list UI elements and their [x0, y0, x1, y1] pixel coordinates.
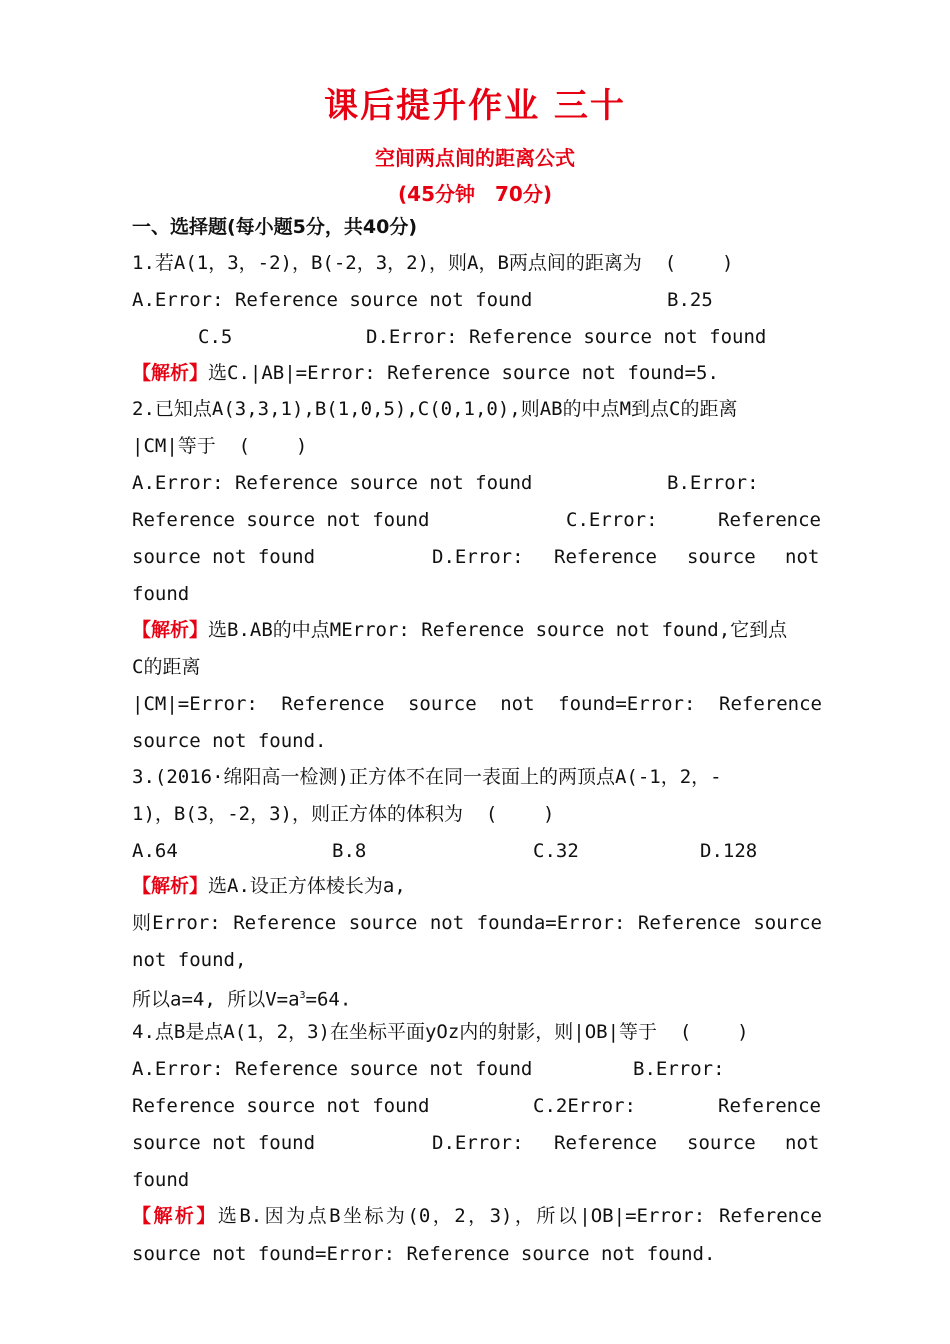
q2-option-b-part-1: B.Error: [667, 472, 759, 494]
q3-solution-line-4 [132, 981, 822, 1011]
q3-solution-line-1 [132, 871, 822, 901]
q3-solution-text-4a: 所以a=4, 所以V=a [132, 988, 300, 1011]
q2-option-a: A.Error: Reference source not found [132, 472, 533, 494]
q3-option-a: A.64 [132, 840, 178, 862]
q2-option-c-part-1: C.Error: [566, 509, 658, 531]
q1-stem: 1.若A(1，3，-2)，B(-2，3，2)，则A，B两点间的距离为 ( ) [132, 252, 734, 274]
q4-option-c-part-2: Reference [718, 1095, 821, 1117]
q4-solution-tag: 【解析】 [132, 1205, 218, 1227]
q1-option-a: A.Error: Reference source not found [132, 289, 533, 311]
q4-solution-line-1 [132, 1201, 822, 1231]
q2-option-c-part-2: Reference [718, 509, 821, 531]
q2-solution-tag: 【解析】 [132, 619, 209, 641]
q3-solution-text-4b: =64. [305, 988, 352, 1011]
q3-solution-exponent: 3 [299, 990, 306, 1001]
q2-option-b-part-2: Reference source not found [132, 509, 430, 531]
q3-solution-tag: 【解析】 [132, 875, 209, 897]
q2-stem-line-1: 2.已知点A(3,3,1),B(1,0,5),C(0,1,0),则AB的中点M到点C的距离 [132, 398, 738, 420]
q1-option-d: D.Error: Reference source not found [366, 326, 767, 348]
q3-solution-line-2: 则Error: Reference source not founda=Error: Reference source [132, 912, 822, 934]
q4-option-b-part-1: B.Error: [633, 1058, 725, 1080]
q1-option-b: B.25 [667, 289, 713, 311]
q2-solution-line-2: C的距离 [132, 656, 201, 678]
q4-option-d-part-2: Reference [554, 1132, 657, 1154]
q2-option-d-part-5: found [132, 583, 190, 605]
q2-solution-line-4: source not found. [132, 730, 327, 752]
q2-option-d-part-2: Reference [554, 546, 657, 568]
page-title: 课后提升作业 三十 [324, 86, 626, 126]
q2-option-d-part-1: D.Error: [432, 546, 524, 568]
q3-option-c: C.32 [533, 840, 579, 862]
q4-option-d-part-4: not [785, 1132, 820, 1154]
q2-option-d-part-3: source [687, 546, 756, 568]
q4-option-c-part-3: source not found [132, 1132, 316, 1154]
q4-solution-line-2: source not found=Error: Reference source not found. [132, 1243, 716, 1265]
q4-option-d-part-5: found [132, 1169, 190, 1191]
q4-stem: 4.点B是点A(1，2，3)在坐标平面yOz内的射影，则|OB|等于 ( ) [132, 1021, 749, 1043]
q3-solution-line-3: not found, [132, 949, 247, 971]
q3-stem-line-2: 1)，B(3，-2，3)，则正方体的体积为 ( ) [132, 803, 555, 825]
page-subtitle: 空间两点间的距离公式 [375, 146, 575, 170]
q1-solution-tag: 【解析】 [132, 362, 209, 384]
q2-option-d-part-4: not [785, 546, 820, 568]
q3-solution-text-1: 选A.设正方体棱长为a, [208, 875, 406, 897]
q4-solution-text-1: 选B.因为点B坐标为(0，2，3)，所以|OB|=Error: Reference [217, 1205, 822, 1227]
q3-option-b: B.8 [332, 840, 367, 862]
q2-option-c-part-3: source not found [132, 546, 316, 568]
q2-stem-line-2: |CM|等于 ( ) [132, 435, 308, 457]
section-heading: 一、选择题(每小题5分，共40分) [132, 216, 418, 238]
time-score-note: (45分钟 70分) [398, 182, 552, 206]
q2-solution-text-1: 选B.AB的中点MError: Reference source not found,它到点 [208, 619, 788, 641]
q4-option-d-part-3: source [687, 1132, 756, 1154]
q3-stem-line-1: 3.(2016·绵阳高一检测)正方体不在同一表面上的两顶点A(-1，2，- [132, 766, 722, 788]
q1-option-c: C.5 [198, 326, 233, 348]
q4-option-b-part-2: Reference source not found [132, 1095, 430, 1117]
q4-option-c-part-1: C.2Error: [533, 1095, 636, 1117]
q2-solution-line-1 [132, 615, 822, 645]
q1-solution [132, 358, 822, 388]
q2-solution-line-3: |CM|=Error: Reference source not found=Error: Reference [132, 693, 822, 715]
q4-option-d-part-1: D.Error: [432, 1132, 524, 1154]
q3-option-d: D.128 [700, 840, 758, 862]
q1-solution-text: 选C.|AB|=Error: Reference source not found=5. [208, 362, 719, 384]
q4-option-a: A.Error: Reference source not found [132, 1058, 533, 1080]
